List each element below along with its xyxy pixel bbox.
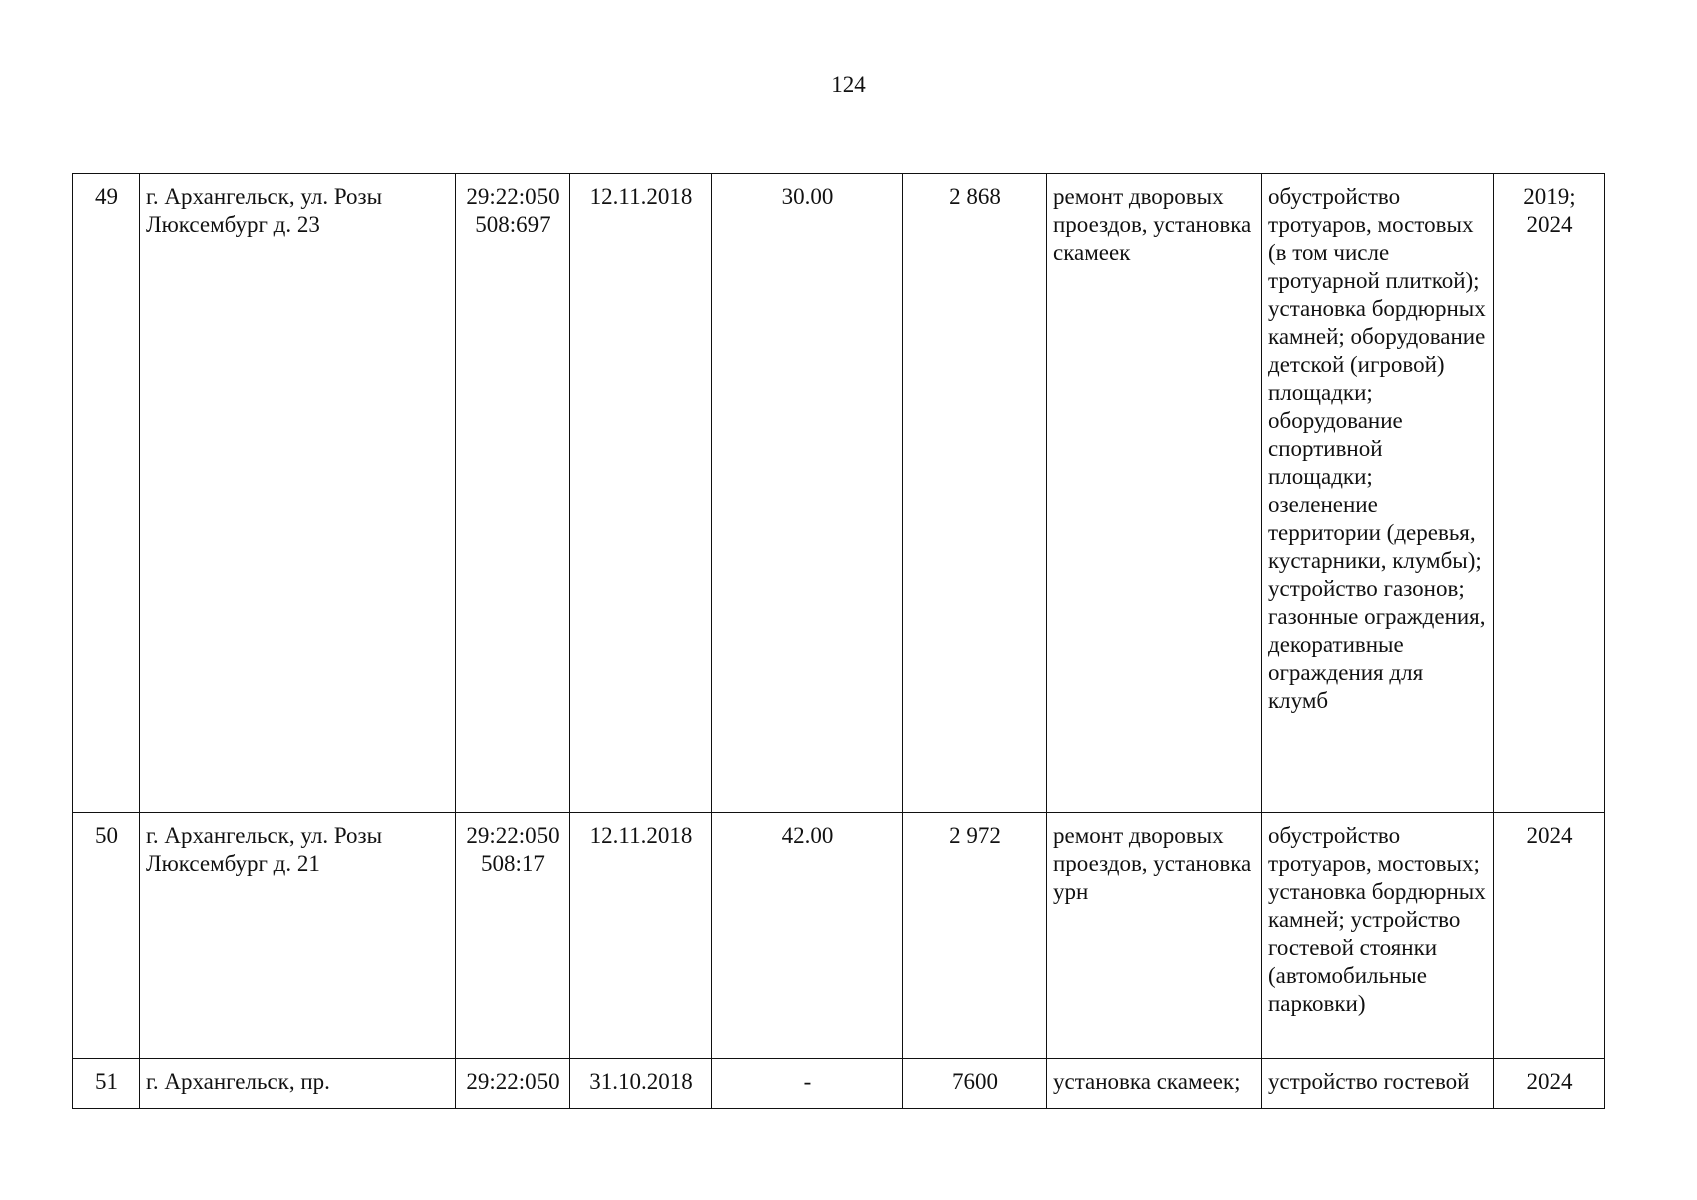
table-row	[73, 1059, 1605, 1109]
population-cell: 7600	[903, 1059, 1047, 1109]
years-cell: 2024	[1494, 813, 1605, 1059]
address-cell: г. Архангельск, ул. Розы Люксембург д. 23	[140, 174, 456, 813]
cadastral-number-cell: 29:22:050	[456, 1059, 570, 1109]
address-cell: г. Архангельск, ул. Розы Люксембург д. 21	[140, 813, 456, 1059]
additional-works-cell: устройство гостевой	[1262, 1059, 1494, 1109]
additional-works-cell: обустройство тротуаров, мостовых (в том числе тротуарной плиткой); установка бордюрных камней; оборудование детской (игровой) площадки; оборудование спортивной площадки; озеленение территории (деревья, кустарники, клумбы); устройство газонов; газонные ограждения, декоративные ограждения для клумб	[1262, 174, 1494, 813]
population-cell: 2 972	[903, 813, 1047, 1059]
improvement-table	[72, 173, 1605, 1109]
minimum-works-cell: ремонт дворовых проездов, установка скамеек	[1047, 174, 1262, 813]
additional-works-cell: обустройство тротуаров, мостовых; установка бордюрных камней; устройство гостевой стоянки (автомобильные парковки)	[1262, 813, 1494, 1059]
area-cell: 42.00	[712, 813, 903, 1059]
minimum-works-cell: установка скамеек;	[1047, 1059, 1262, 1109]
population-cell: 2 868	[903, 174, 1047, 813]
row-number: 50	[73, 813, 140, 1059]
area-cell: -	[712, 1059, 903, 1109]
table-row	[73, 174, 1605, 813]
address-cell: г. Архангельск, пр.	[140, 1059, 456, 1109]
cadastral-number-cell: 29:22:050 508:17	[456, 813, 570, 1059]
page-number: 124	[831, 72, 866, 97]
area-cell: 30.00	[712, 174, 903, 813]
table-row	[73, 813, 1605, 1059]
date-cell: 12.11.2018	[570, 813, 712, 1059]
cadastral-number-cell: 29:22:050 508:697	[456, 174, 570, 813]
years-cell: 2024	[1494, 1059, 1605, 1109]
date-cell: 31.10.2018	[570, 1059, 712, 1109]
row-number: 51	[73, 1059, 140, 1109]
row-number: 49	[73, 174, 140, 813]
minimum-works-cell: ремонт дворовых проездов, установка урн	[1047, 813, 1262, 1059]
years-cell: 2019; 2024	[1494, 174, 1605, 813]
date-cell: 12.11.2018	[570, 174, 712, 813]
